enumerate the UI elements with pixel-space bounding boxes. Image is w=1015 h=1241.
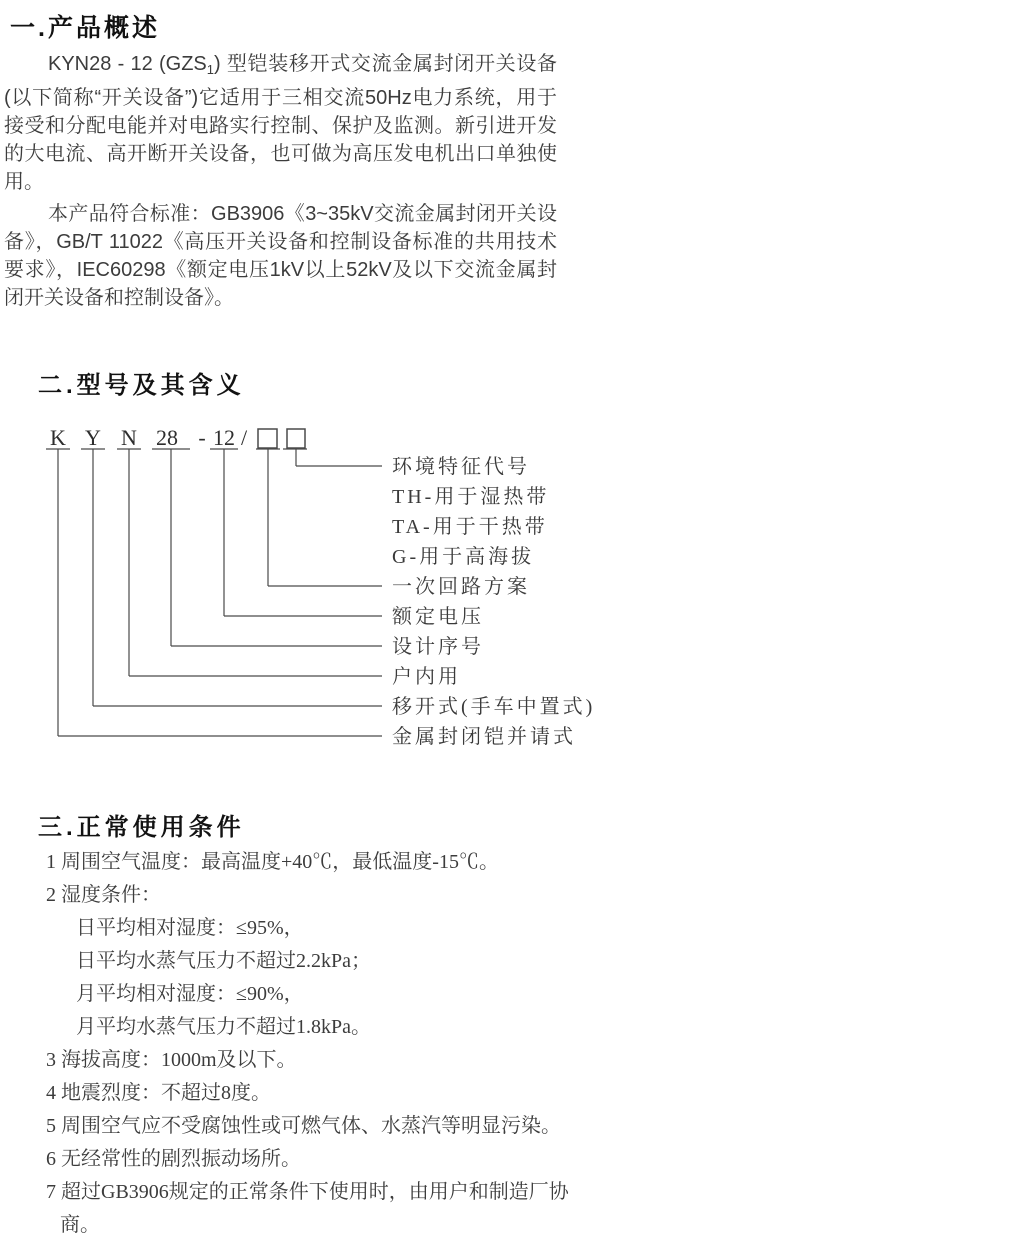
label-ta-dry-tropic: TA-用于干热带 — [392, 516, 548, 538]
condition-item-7: 7 超过GB3906规定的正常条件下使用时，由用户和制造厂协商。 — [46, 1181, 569, 1236]
section1-heading: 一.产品概述 — [10, 14, 160, 42]
connector-lines — [58, 449, 382, 736]
section1-paragraph-2: 本产品符合标准：GB3906《3~35kV交流金属封闭开关设备》，GB/T 11022《高压开关设备和控制设备标准的共用技术要求》，IEC60298《额定电压1kV以上52kV及以下交流金属封闭开关设备和控制设备》。 — [4, 203, 557, 309]
condition-sub-daily-vapor: 日平均水蒸气压力不超过2.2kPa； — [76, 950, 371, 972]
para1-subscript: 1 — [206, 62, 214, 77]
condition-sub-monthly-vapor: 月平均水蒸气压力不超过1.8kPa。 — [76, 1016, 371, 1038]
label-g-high-altitude: G-用于高海拔 — [392, 546, 535, 568]
label-design-serial: 设计序号 — [392, 636, 484, 658]
label-withdrawable-type: 移开式(手车中置式) — [392, 696, 596, 718]
label-th-humid-tropic: TH-用于湿热带 — [392, 486, 550, 508]
label-environment-code: 环境特征代号 — [392, 456, 530, 478]
code-letter-k: K — [50, 425, 66, 450]
code-placeholder-box-1 — [258, 429, 277, 448]
code-design-number: 28 — [156, 425, 178, 450]
condition-sub-monthly-humidity: 月平均相对湿度：≤90%， — [76, 983, 304, 1005]
section3-heading: 三.正常使用条件 — [38, 814, 245, 841]
condition-item-6: 6 无经常性的剧烈振动场所。 — [46, 1148, 301, 1170]
diagram-labels — [392, 455, 595, 748]
condition-item-2: 2 湿度条件： — [46, 884, 161, 906]
model-code-row — [50, 425, 305, 450]
code-placeholder-box-2 — [287, 429, 305, 448]
model-code-diagram — [0, 425, 620, 765]
label-rated-voltage: 额定电压 — [392, 606, 484, 628]
label-primary-circuit: 一次回路方案 — [392, 576, 530, 598]
label-metal-enclosed: 金属封闭铠并请式 — [392, 726, 576, 748]
para1-text-suffix: ) 型铠装移开式交流金属封闭开关设备(以下简称“开关设备”)它适用于三相交流50Hz电力系统，用于接受和分配电能并对电路实行控制、保护及监测。新引进开发的大电流、高开断开关设备，也可做为高压发电机出口单独使用。 — [4, 53, 558, 193]
code-dash: - — [198, 425, 206, 450]
code-slash: / — [240, 425, 248, 450]
conditions-list — [46, 846, 594, 1241]
condition-item-5: 5 周围空气应不受腐蚀性或可燃气体、水蒸汽等明显污染。 — [46, 1115, 561, 1137]
para1-text-prefix: KYN28 - 12 (GZS — [48, 53, 207, 75]
code-letter-n: N — [121, 425, 137, 450]
condition-sub-daily-humidity: 日平均相对湿度：≤95%， — [76, 917, 304, 939]
label-indoor-use: 户内用 — [392, 666, 461, 688]
code-voltage-number: 12 — [213, 425, 235, 450]
section1-paragraph-1 — [4, 50, 557, 196]
condition-item-4: 4 地震烈度：不超过8度。 — [46, 1082, 271, 1104]
code-letter-y: Y — [85, 425, 101, 450]
section2-heading: 二.型号及其含义 — [38, 372, 245, 399]
condition-item-1: 1 周围空气温度：最高温度+40℃，最低温度-15℃。 — [46, 851, 499, 873]
condition-item-3: 3 海拔高度：1000m及以下。 — [46, 1049, 297, 1071]
